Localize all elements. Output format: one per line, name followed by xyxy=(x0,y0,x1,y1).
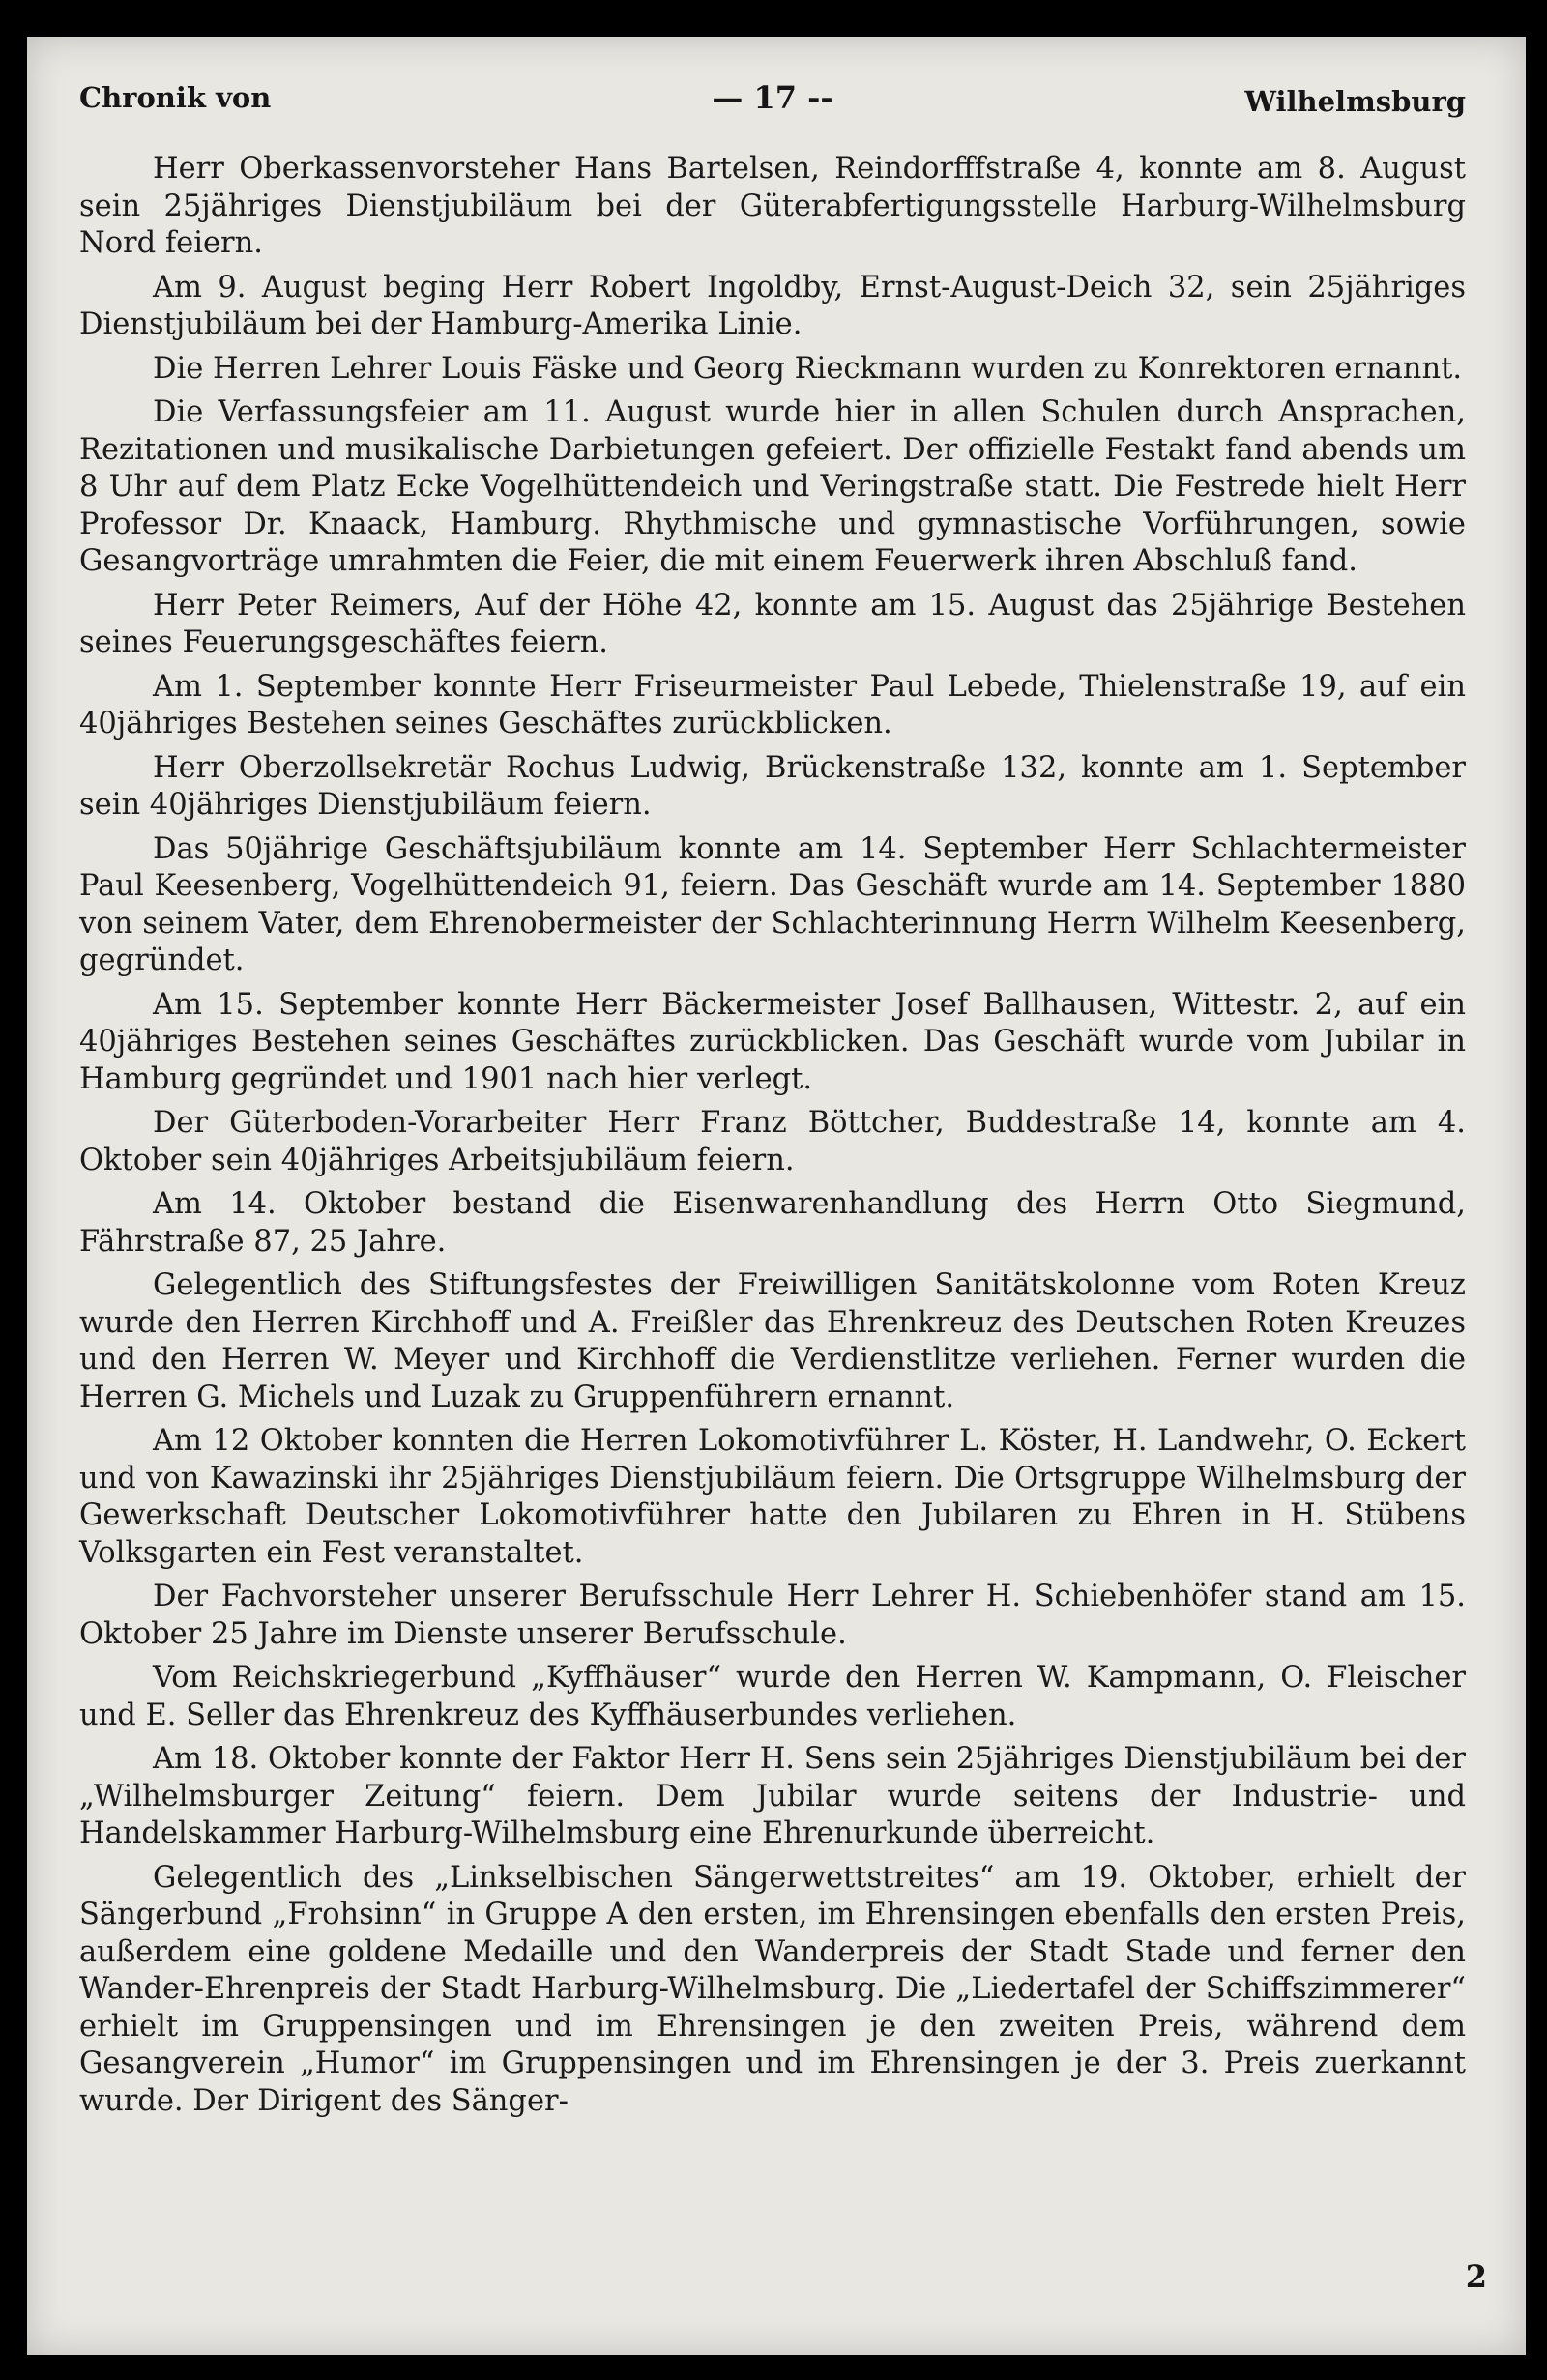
paragraph: Am 9. August beging Herr Robert Ingoldby, Ernst-August-Deich 32, sein 25jähriges Dienstjubiläum bei der Hamburg-Amerika Linie. xyxy=(79,270,1466,341)
paragraph: Herr Oberzollsekretär Rochus Ludwig, Brückenstraße 132, konnte am 1. September sein 40jähriges Dienstjubiläum feiern. xyxy=(79,750,1466,822)
document-page xyxy=(27,37,1526,2355)
paragraph: Am 14. Oktober bestand die Eisenwarenhandlung des Herrn Otto Siegmund, Fährstraße 87, 25 Jahre. xyxy=(79,1187,1466,1259)
chronicle-text xyxy=(79,151,1466,2127)
paragraph: Die Verfassungsfeier am 11. August wurde hier in allen Schulen durch Ansprachen, Rezitationen und musikalische Darbietungen gefeiert. Der offizielle Festakt fand abends um 8 Uhr auf dem Platz Ecke Vogelhüttendeich und Veringstraße statt. Die Festrede hielt Herr Professor Dr. Knaack, Hamburg. Rhythmische und gymnastische Vorführungen, sowie Gesangvorträge umrahmten die Feier, die mit einem Feuerwerk ihren Abschluß fand. xyxy=(79,395,1466,578)
paragraph: Am 12 Oktober konnten die Herren Lokomotivführer L. Köster, H. Landwehr, O. Eckert und von Kawazinski ihr 25jähriges Dienstjubiläum feiern. Die Ortsgruppe Wilhelmsburg der Gewerkschaft Deutscher Lokomotivführer hatte den Jubilaren zu Ehren in H. Stübens Volksgarten ein Fest veranstaltet. xyxy=(79,1424,1466,1570)
paragraph: Gelegentlich des Stiftungsfestes der Freiwilligen Sanitätskolonne vom Roten Kreuz wurde den Herren Kirchhoff und A. Freißler das Ehrenkreuz des Deutschen Roten Kreuzes und den Herren W. Meyer und Kirchhoff die Verdienstlitze verliehen. Ferner wurden die Herren G. Michels und Luzak zu Gruppenführern ernannt. xyxy=(79,1268,1466,1414)
paragraph: Die Herren Lehrer Louis Fäske und Georg Rieckmann wurden zu Konrektoren ernannt. xyxy=(153,351,1463,386)
paragraph: Vom Reichskriegerbund „Kyffhäuser“ wurde den Herren W. Kampmann, O. Fleischer und E. Seller das Ehrenkreuz des Kyffhäuserbundes verliehen. xyxy=(79,1661,1466,1732)
paragraph: Der Güterboden-Vorarbeiter Herr Franz Böttcher, Buddestraße 14, konnte am 4. Oktober sein 40jähriges Arbeitsjubiläum feiern. xyxy=(79,1106,1466,1177)
footer-page-number: 2 xyxy=(1465,2258,1487,2295)
page-number-header: — 17 -- xyxy=(712,79,833,116)
paragraph: Am 15. September konnte Herr Bäckermeister Josef Ballhausen, Wittestr. 2, auf ein 40jähriges Bestehen seines Geschäftes zurückblicken. Das Geschäft wurde vom Jubilar in Hamburg gegründet und 1901 nach hier verlegt. xyxy=(79,987,1466,1096)
paragraph: Das 50jährige Geschäftsjubiläum konnte am 14. September Herr Schlachtermeister Paul Keesenberg, Vogelhüttendeich 91, feiern. Das Geschäft wurde am 14. September 1880 von seinem Vater, dem Ehrenobermeister der Schlachterinnung Herrn Wilhelm Keesenberg, gegründet. xyxy=(79,831,1466,977)
header-left-title: Chronik von xyxy=(79,81,272,114)
paragraph: Herr Oberkassenvorsteher Hans Bartelsen, Reindorfffstraße 4, konnte am 8. August sein 25jähriges Dienstjubiläum bei der Güterabfertigungsstelle Harburg-Wilhelmsburg Nord feiern. xyxy=(79,152,1466,260)
running-header xyxy=(79,75,1466,133)
paragraph: Gelegentlich des „Linkselbischen Sängerwettstreites“ am 19. Oktober, erhielt der Sängerbund „Frohsinn“ in Gruppe A den ersten, im Ehrensingen ebenfalls den ersten Preis, außerdem eine goldene Medaille und den Wanderpreis der Stadt Stade und ferner den Wander-Ehrenpreis der Stadt Harburg-Wilhelmsburg. Die „Liedertafel der Schiffszimmerer“ erhielt im Gruppensingen und im Ehrensingen je den zweiten Preis, während dem Gesangverein „Humor“ im Gruppensingen und im Ehrensingen je der 3. Preis zuerkannt wurde. Der Dirigent des Sänger- xyxy=(79,1860,1466,2118)
paragraph: Am 1. September konnte Herr Friseurmeister Paul Lebede, Thielenstraße 19, auf ein 40jähriges Bestehen seines Geschäftes zurückblicken. xyxy=(79,669,1466,740)
paragraph: Am 18. Oktober konnte der Faktor Herr H. Sens sein 25jähriges Dienstjubiläum bei der „Wilhelmsburger Zeitung“ feiern. Dem Jubilar wurde seitens der Industrie- und Handelskammer Harburg-Wilhelmsburg eine Ehrenurkunde überreicht. xyxy=(79,1742,1466,1850)
paragraph: Der Fachvorsteher unserer Berufsschule Herr Lehrer H. Schiebenhöfer stand am 15. Oktober 25 Jahre im Dienste unserer Berufsschule. xyxy=(79,1580,1466,1651)
paragraph: Herr Peter Reimers, Auf der Höhe 42, konnte am 15. August das 25jährige Bestehen seines Feuerungsgeschäftes feiern. xyxy=(79,588,1466,659)
header-right-title: Wilhelmsburg xyxy=(1244,85,1466,118)
